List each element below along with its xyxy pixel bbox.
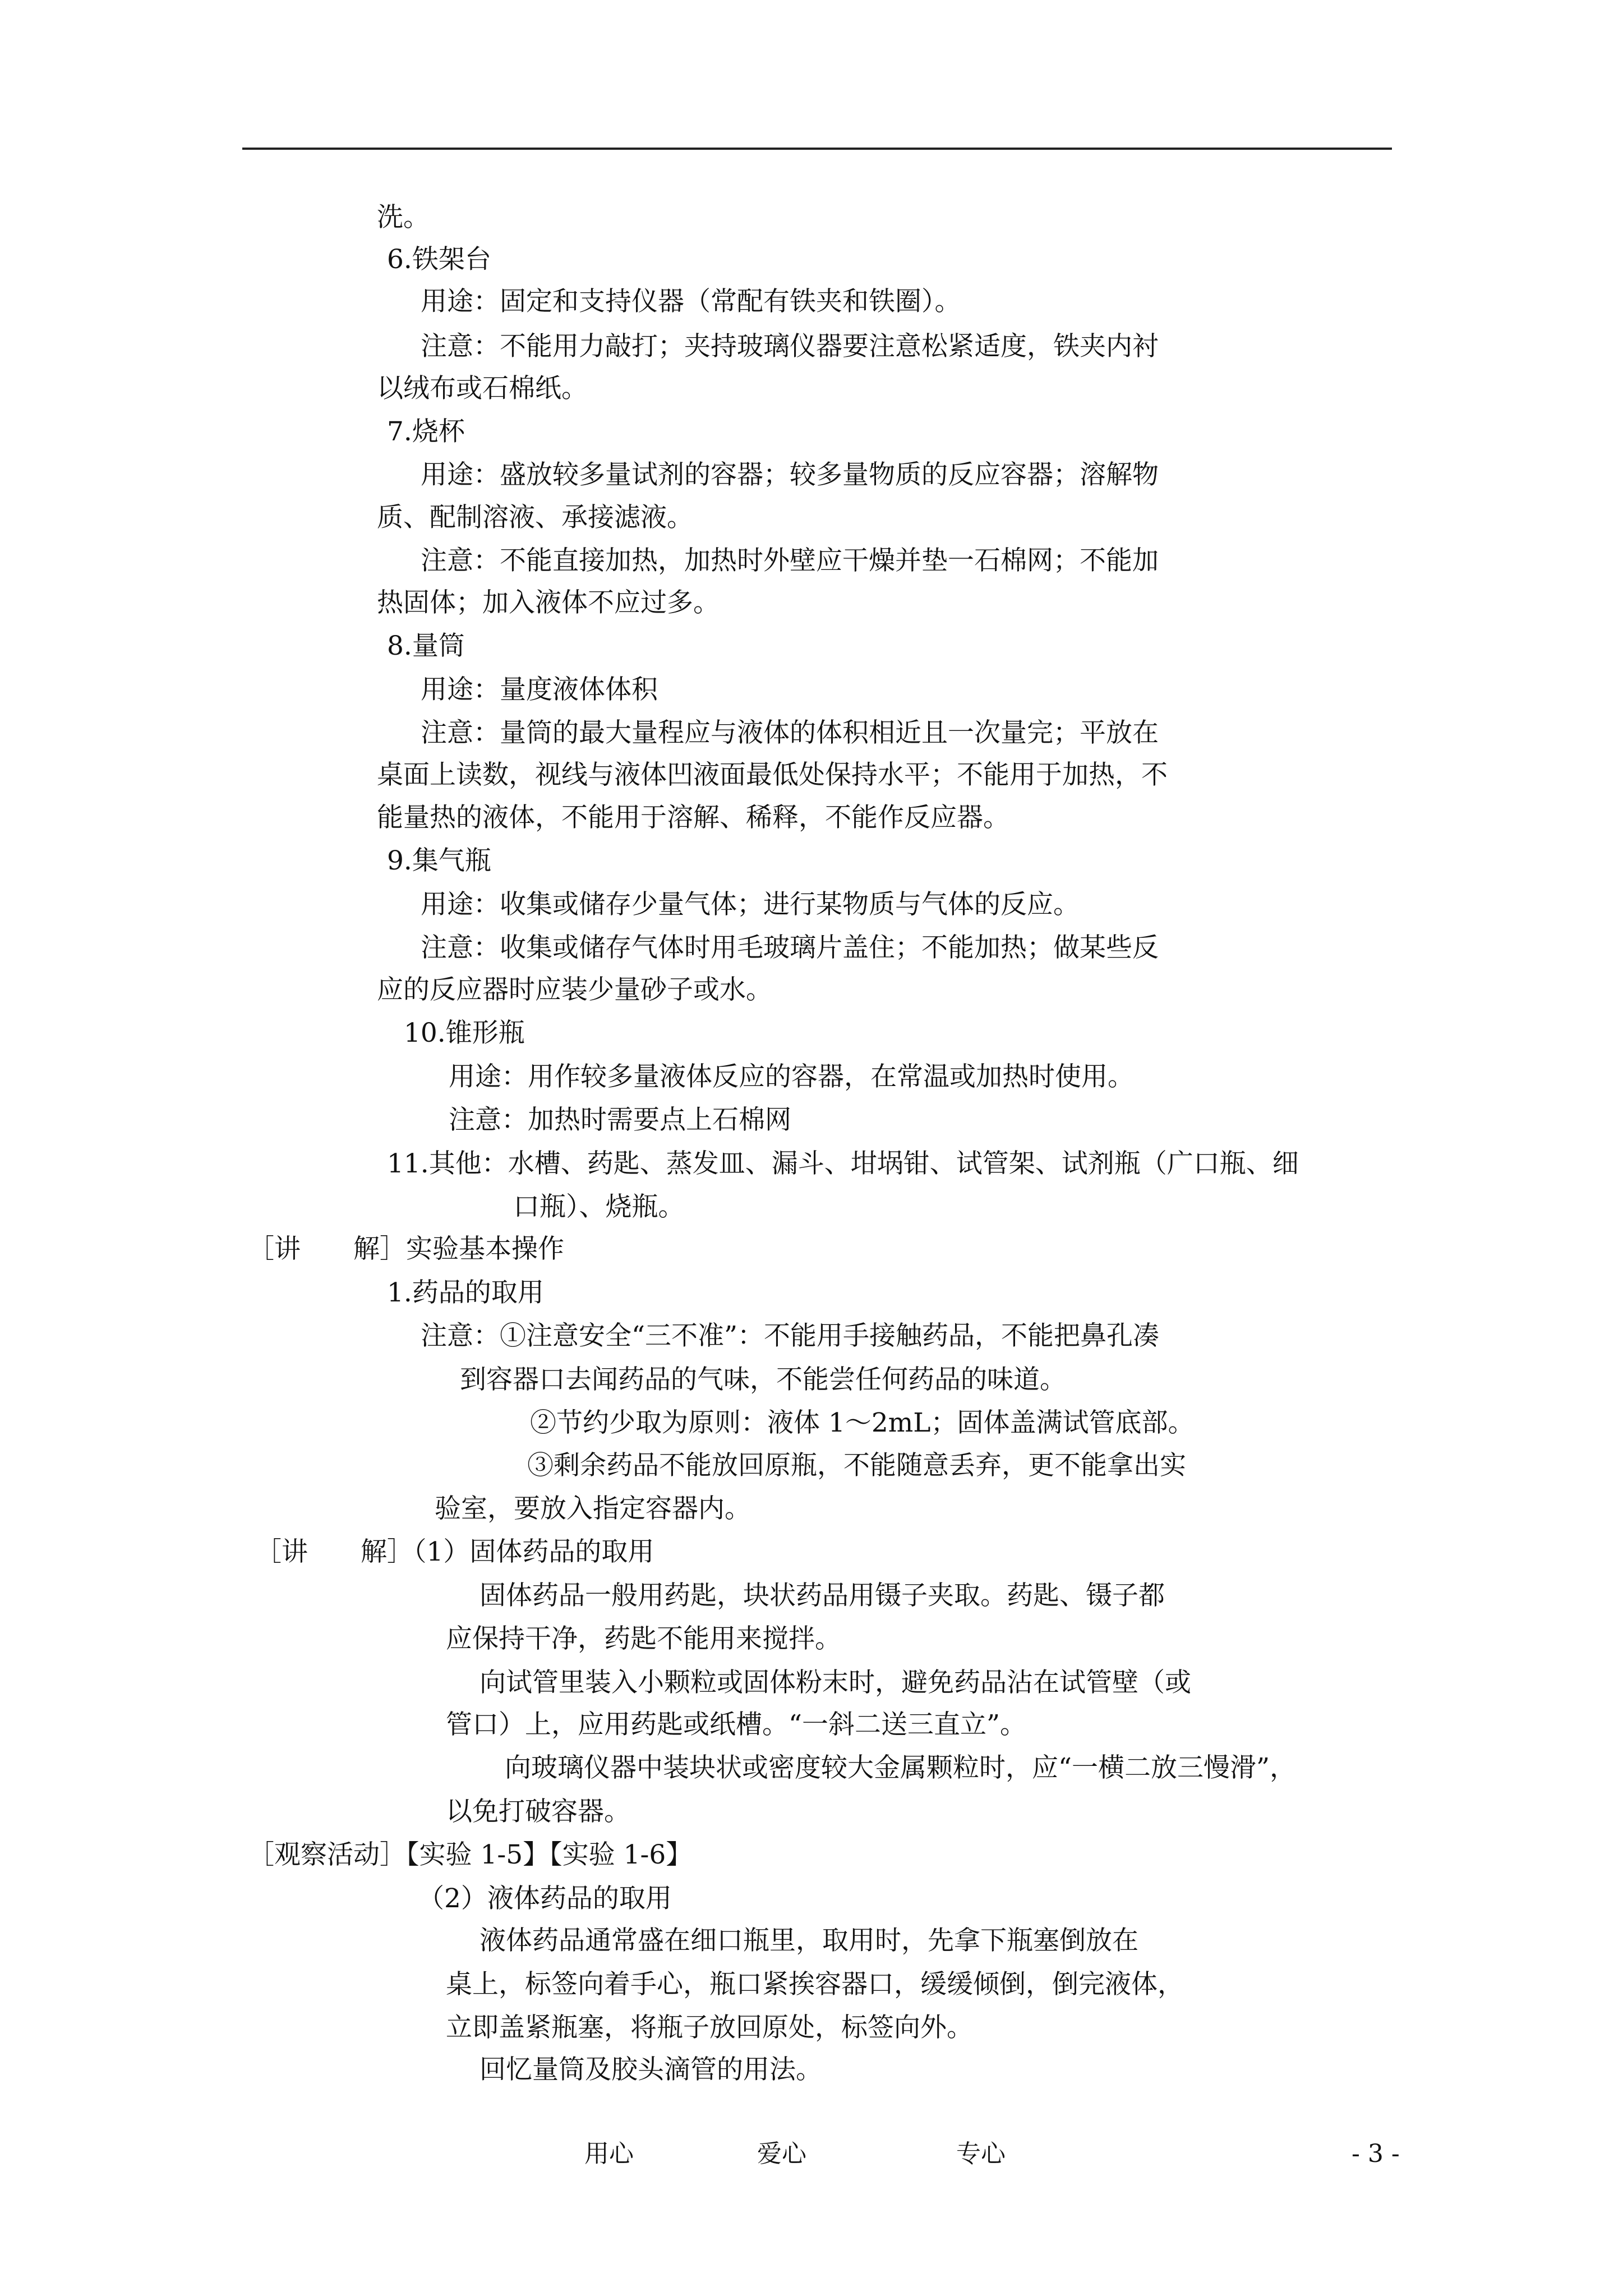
body-line: 注意：量筒的最大量程应与液体的体积相近且一次量完；平放在 xyxy=(421,717,1159,748)
body-line: 到容器口去闻药品的气味，不能尝任何药品的味道。 xyxy=(460,1364,1066,1395)
body-line: 以免打破容器。 xyxy=(446,1796,630,1827)
body-line: 应保持干净，药匙不能用来搅拌。 xyxy=(446,1623,841,1654)
body-line: 立即盖紧瓶塞，将瓶子放回原处，标签向外。 xyxy=(446,2012,973,2043)
body-line: 注意：加热时需要点上石棉网 xyxy=(449,1105,791,1135)
body-line: 桌面上读数，视线与液体凹液面最低处保持水平；不能用于加热，不 xyxy=(377,760,1168,790)
footer-middle: 爱心 xyxy=(757,2139,806,2168)
body-line: 用途：量度液体体积 xyxy=(421,674,658,705)
body-line: 用途：用作较多量液体反应的容器，在常温或加热时使用。 xyxy=(449,1061,1134,1092)
body-line: 向试管里装入小颗粒或固体粉末时，避免药品沾在试管壁（或 xyxy=(479,1667,1191,1698)
header-rule xyxy=(242,148,1392,150)
section-heading: 1.药品的取用 xyxy=(387,1277,544,1308)
body-line: 向玻璃仪器中装块状或密度较大金属颗粒时，应“一横二放三慢滑”， xyxy=(505,1752,1297,1783)
body-line: 固体药品一般用药匙，块状药品用镊子夹取。药匙、镊子都 xyxy=(479,1580,1165,1611)
body-line: 以绒布或石棉纸。 xyxy=(377,373,588,404)
body-line: 能量热的液体，不能用于溶解、稀释，不能作反应器。 xyxy=(377,802,1009,833)
body-line: 质、配制溶液、承接滤液。 xyxy=(377,502,693,533)
body-line: 注意：不能直接加热，加热时外壁应干燥并垫一石棉网；不能加 xyxy=(421,545,1159,576)
body-line: 回忆量筒及胶头滴管的用法。 xyxy=(479,2054,822,2085)
body-line: 注意：不能用力敲打；夹持玻璃仪器要注意松紧适度，铁夹内衬 xyxy=(421,331,1159,362)
body-line: ②节约少取为原则：液体 1～2mL；固体盖满试管底部。 xyxy=(530,1407,1195,1438)
body-line: 口瓶）、烧瓶。 xyxy=(513,1191,685,1222)
body-line: 洗。 xyxy=(377,202,430,233)
activity-label: ［观察活动］【实验 1-5】【实验 1-6】 xyxy=(248,1839,693,1870)
lecture-label: ［讲 解］实验基本操作 xyxy=(248,1234,564,1264)
section-heading: 8.量筒 xyxy=(387,631,465,661)
section-heading: 10.锥形瓶 xyxy=(404,1018,525,1048)
lecture-label: ［讲 解］（1）固体药品的取用 xyxy=(255,1536,654,1567)
body-line: 液体药品通常盛在细口瓶里，取用时，先拿下瓶塞倒放在 xyxy=(479,1925,1138,1956)
body-line: 用途：收集或储存少量气体；进行某物质与气体的反应。 xyxy=(421,889,1080,920)
body-line: 注意：①注意安全“三不准”：不能用手接触药品，不能把鼻孔凑 xyxy=(421,1320,1160,1351)
body-line: 用途：固定和支持仪器（常配有铁夹和铁圈）。 xyxy=(421,286,961,317)
body-line: 应的反应器时应装少量砂子或水。 xyxy=(377,974,772,1005)
section-heading: （2）液体药品的取用 xyxy=(418,1883,672,1914)
body-line: 管口）上，应用药匙或纸槽。“一斜二送三直立”。 xyxy=(446,1709,1027,1740)
body-line: 热固体；加入液体不应过多。 xyxy=(377,587,720,618)
body-line: 验室，要放入指定容器内。 xyxy=(435,1493,751,1524)
section-heading: 11.其他：水槽、药匙、蒸发皿、漏斗、坩埚钳、试管架、试剂瓶（广口瓶、细 xyxy=(387,1148,1299,1179)
page-number: - 3 - xyxy=(1352,2139,1400,2168)
section-heading: 9.集气瓶 xyxy=(387,845,491,876)
body-line: 注意：收集或储存气体时用毛玻璃片盖住；不能加热；做某些反 xyxy=(421,932,1159,963)
body-line: ③剩余药品不能放回原瓶，不能随意丢弃，更不能拿出实 xyxy=(527,1450,1186,1481)
footer-right: 专心 xyxy=(956,2139,1006,2168)
footer-left: 用心 xyxy=(584,2139,634,2168)
section-heading: 7.烧杯 xyxy=(387,416,465,447)
section-heading: 6.铁架台 xyxy=(387,244,491,275)
body-line: 用途：盛放较多量试剂的容器；较多量物质的反应容器；溶解物 xyxy=(421,459,1159,490)
body-line: 桌上，标签向着手心，瓶口紧挨容器口，缓缓倾倒，倒完液体， xyxy=(446,1969,1184,2000)
